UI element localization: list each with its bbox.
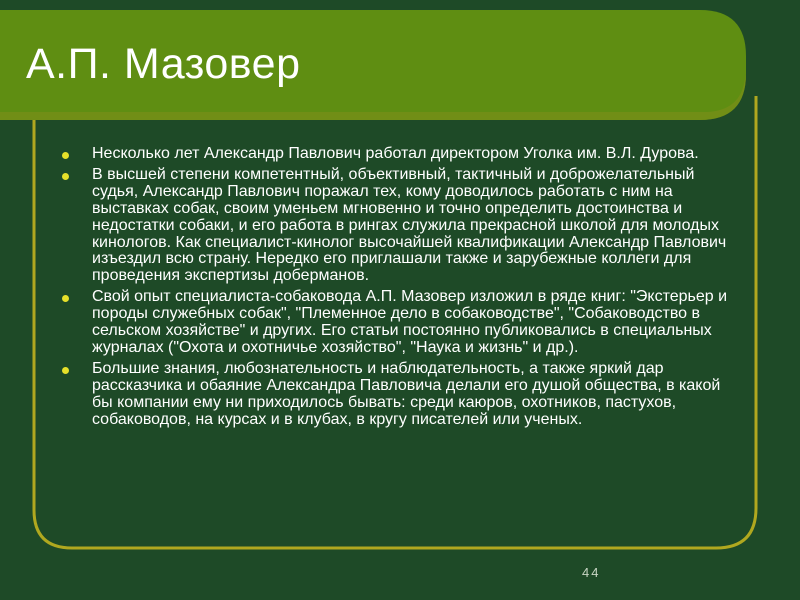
bullet-dot-icon — [62, 173, 69, 180]
bullet-text: Свой опыт специалиста-собаковода А.П. Мазовер изложил в ряде книг: "Экстерьер и породы служебных собак", "Племенное дело в собаководстве", "Собаководство в сельском хозяйстве" и других. Его статьи постоянно публиковались в специальных журналах ("Охота и охотничье хозяйство", "Наука и жизнь" и др.). — [92, 288, 728, 356]
bullet-item — [62, 289, 742, 357]
slide-number: 44 — [582, 565, 601, 580]
slide-title: А.П. Мазовер — [26, 40, 301, 88]
bullet-item — [62, 146, 742, 163]
bullet-item — [62, 167, 742, 285]
bullet-dot-icon — [62, 295, 69, 302]
bullet-dot-icon — [62, 367, 69, 374]
bullet-list — [62, 146, 742, 433]
bullet-dot-icon — [62, 152, 69, 159]
bullet-text: Большие знания, любознательность и наблюдательность, а также яркий дар рассказчика и обаяние Александра Павловича делали его душой общества, в какой бы компании ему ни приходилось бывать: среди каюров, охотников, пастухов, собаководов, на курсах и в клубах, в кругу писателей или ученых. — [92, 359, 721, 428]
bullet-text: В высшей степени компетентный, объективный, тактичный и доброжелательный судья, Александр Павлович поражал тех, кому доводилось работать с ним на выставках собак, своим уменьем мгновенно и точно определить достоинства и недостатки собаки, и его работа в рингах служила прекрасной школой для молодых кинологов. Как специалист-кинолог высочайшей квалификации Александр Павлович изъездил всю страну. Нередко его приглашали также и зарубежные коллеги для проведения экспертизы доберманов. — [92, 165, 727, 285]
bullet-item — [62, 361, 742, 429]
bullet-text: Несколько лет Александр Павлович работал директором Уголка им. В.Л. Дурова. — [92, 145, 699, 162]
